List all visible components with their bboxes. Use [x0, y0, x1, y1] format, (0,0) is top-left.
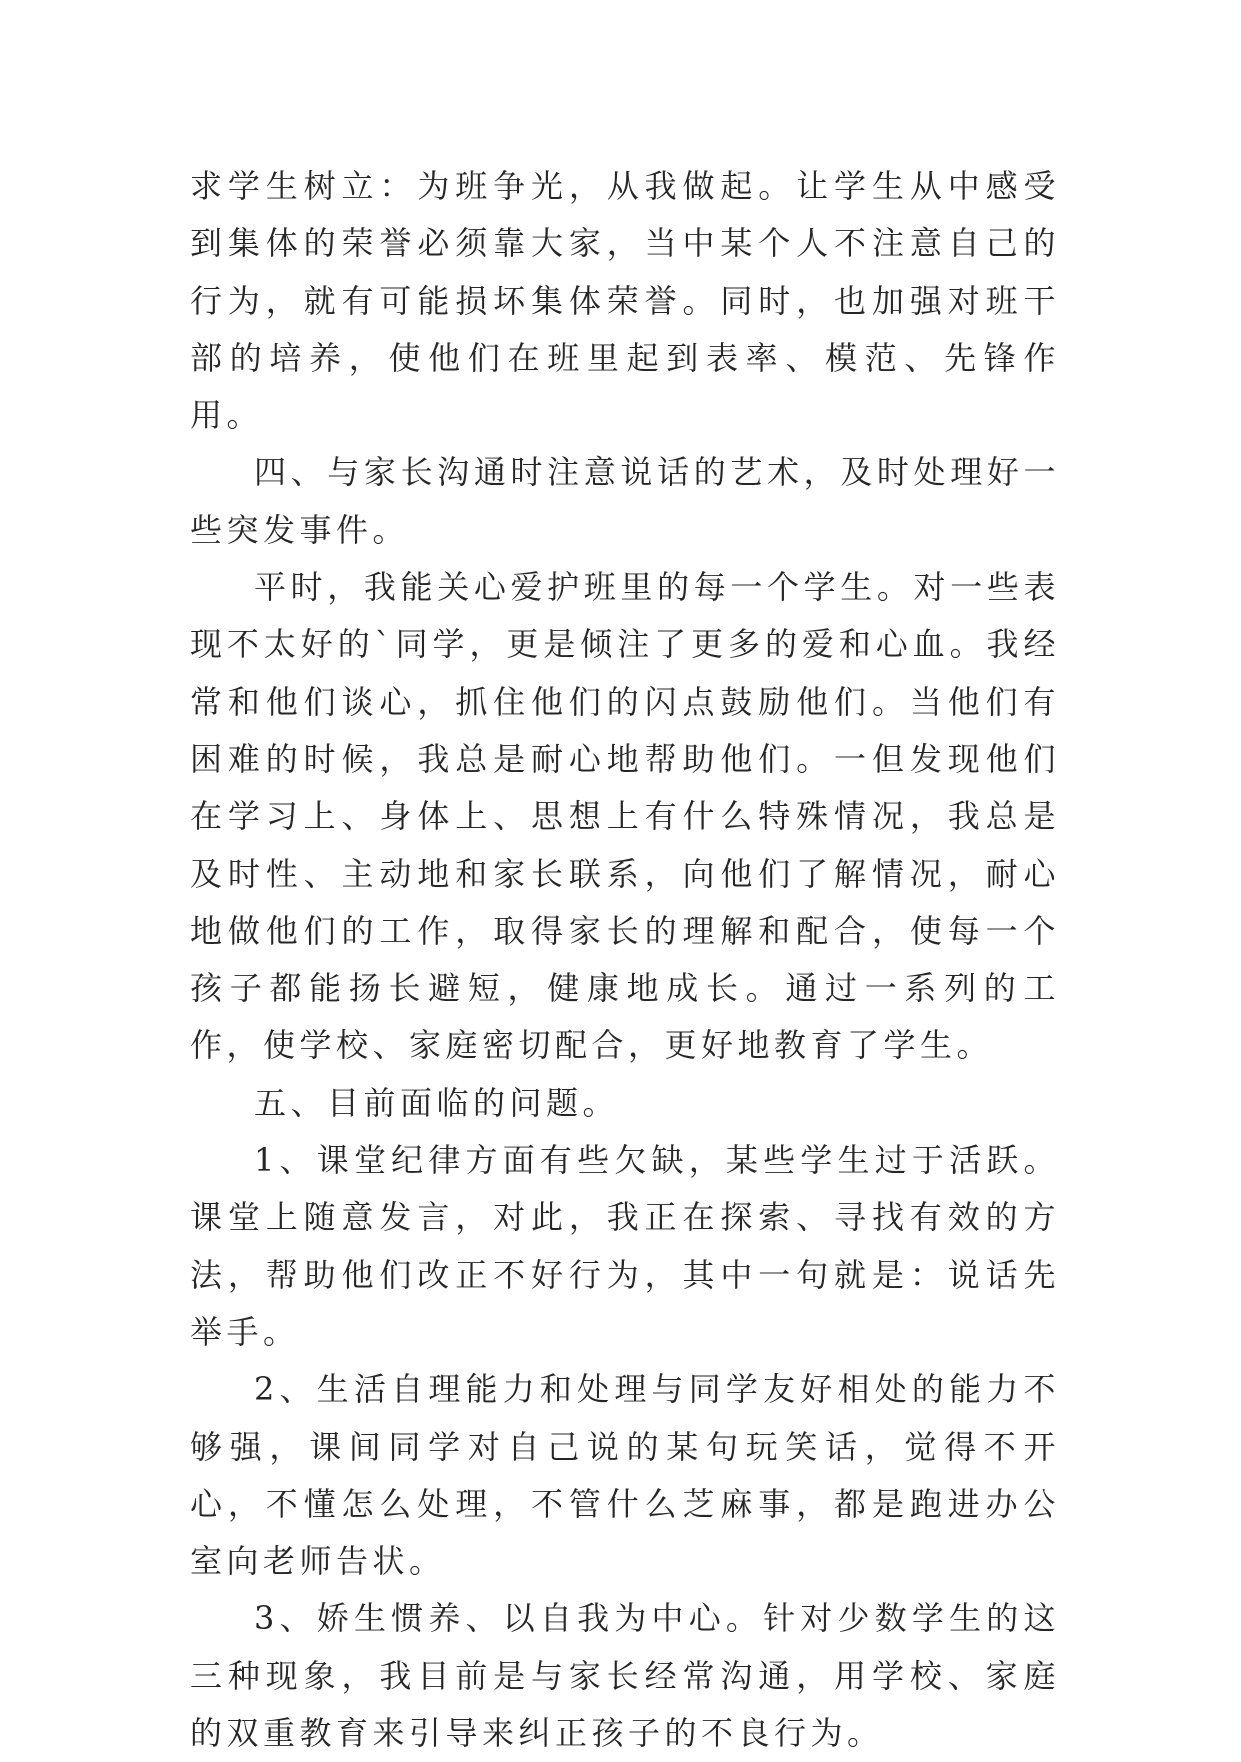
paragraph-problem-1: 1、课堂纪律方面有些欠缺，某些学生过于活跃。课堂上随意发言，对此，我正在探索、寻找有效的方法，帮助他们改正不好行为，其中一句就是：说话先举手。	[190, 1141, 1060, 1351]
paragraph-care-students: 平时，我能关心爱护班里的每一个学生。对一些表现不太好的`同学，更是倾注了更多的爱和心血。我经常和他们谈心，抓住他们的闪点鼓励他们。当他们有困难的时候，我总是耐心地帮助他们。一但发现他们在学习上、身体上、思想上有什么特殊情况，我总是及时性、主动地和家长联系，向他们了解情况，耐心地做他们的工作，取得家长的理解和配合，使每一个孩子都能扬长避短，健康地成长。通过一系列的工作，使学校、家庭密切配合，更好地教育了学生。	[190, 568, 1060, 1065]
paragraph-problem-3: 3、娇生惯养、以自我为中心。针对少数学生的这三种现象，我目前是与家长经常沟通，用学校、家庭的双重教育来引导来纠正孩子的不良行为。	[190, 1599, 1060, 1753]
document-body	[190, 158, 1060, 1762]
heading-current-problems: 五、目前面临的问题。	[254, 1083, 620, 1122]
paragraph-class-honor: 求学生树立：为班争光，从我做起。让学生从中感受到集体的荣誉必须靠大家，当中某个人不注意自己的行为，就有可能损坏集体荣誉。同时，也加强对班干部的培养，使他们在班里起到表率、模范、先锋作用。	[190, 167, 1060, 435]
paragraph-problem-2: 2、生活自理能力和处理与同学友好相处的能力不够强，课间同学对自己说的某句玩笑话，觉得不开心，不懂怎么处理，不管什么芝麻事，都是跑进办公室向老师告状。	[190, 1370, 1060, 1581]
heading-parent-communication: 四、与家长沟通时注意说话的艺术，及时处理好一些突发事件。	[190, 453, 1060, 549]
